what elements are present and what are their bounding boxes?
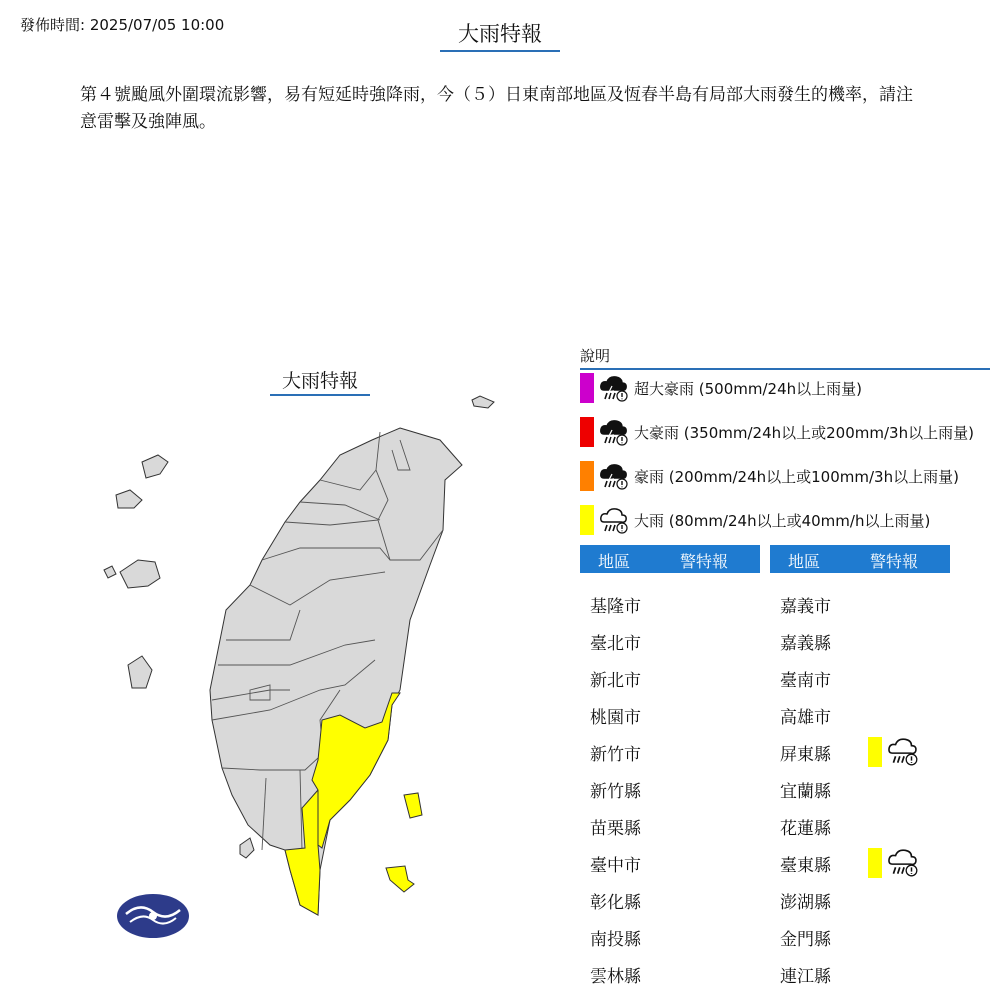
table-header-left [580, 545, 760, 573]
legend-item [580, 460, 959, 492]
taiwan-map [95, 385, 515, 945]
region-name: 桃園市 [590, 708, 641, 728]
legend-label: 大雨 (80mm/24h以上或40mm/h以上雨量) [634, 511, 931, 530]
map-title: 大雨特報 [270, 366, 370, 396]
header-region-label: 地區 [788, 552, 821, 571]
legend-color-swatch [580, 373, 594, 403]
table-header-right [770, 545, 950, 573]
extremely-heavy-rain-icon [598, 460, 630, 492]
region-name: 苗栗縣 [590, 819, 641, 839]
extreme-torrential-rain-icon [598, 372, 630, 404]
warning-description: 第４號颱風外圍環流影響，易有短延時強降雨，今（５）日東南部地區及恆春半島有局部大雨發生的機率，請注意雷擊及強陣風。 [80, 85, 913, 132]
legend-label: 大豪雨 (350mm/24h以上或200mm/3h以上雨量) [634, 423, 974, 442]
heavy-rain-icon [886, 734, 920, 768]
region-name: 臺南市 [780, 671, 831, 691]
islet-northeast [472, 396, 494, 408]
legend-item [580, 504, 930, 536]
penghu-island-5 [128, 656, 152, 688]
legend-item [580, 416, 974, 448]
region-name: 新竹市 [590, 745, 641, 765]
region-name: 高雄市 [780, 708, 831, 728]
region-name: 連江縣 [780, 967, 831, 987]
extremely-heavy-rain-icon [598, 460, 630, 492]
region-name: 彰化縣 [590, 893, 641, 913]
region-name: 屏東縣 [780, 745, 831, 765]
issue-time: 發佈時間: 2025/07/05 10:00 [20, 16, 225, 34]
legend-color-swatch [580, 461, 594, 491]
header-region-label: 地區 [598, 552, 631, 571]
legend-color-swatch [580, 505, 594, 535]
torrential-rain-icon [598, 416, 630, 448]
page-title: 大雨特報 [440, 18, 560, 52]
warning-color-swatch [868, 737, 882, 767]
region-name: 花蓮縣 [780, 819, 831, 839]
region-name: 雲林縣 [590, 967, 641, 987]
legend-label: 豪雨 (200mm/24h以上或100mm/3h以上雨量) [634, 467, 959, 486]
region-name: 臺中市 [590, 856, 641, 876]
cwa-logo [117, 894, 189, 938]
header-warning-label: 警特報 [680, 552, 729, 571]
penghu-island-4 [142, 455, 168, 478]
heavy-rain-icon [598, 504, 630, 536]
heavy-rain-icon [886, 845, 920, 879]
region-name: 澎湖縣 [780, 893, 831, 913]
legend-title: 說明 [580, 345, 990, 370]
legend-color-swatch [580, 417, 594, 447]
extreme-torrential-rain-icon [598, 372, 630, 404]
region-name: 臺北市 [590, 634, 641, 654]
penghu-island-2 [116, 490, 142, 508]
legend-label: 超大豪雨 (500mm/24h以上雨量) [634, 379, 862, 398]
header-warning-label: 警特報 [870, 552, 919, 571]
region-name: 新竹縣 [590, 782, 641, 802]
region-name: 基隆市 [590, 597, 641, 617]
region-name: 臺東縣 [780, 856, 831, 876]
warning-color-swatch [868, 848, 882, 878]
region-name: 嘉義縣 [780, 634, 831, 654]
region-name: 嘉義市 [780, 597, 831, 617]
region-name: 金門縣 [780, 930, 831, 950]
region-name: 南投縣 [590, 930, 641, 950]
green-island [404, 793, 422, 818]
legend-item [580, 372, 862, 404]
region-name: 宜蘭縣 [780, 782, 831, 802]
orchid-island [386, 866, 414, 892]
heavy-rain-icon [598, 504, 630, 536]
region-name: 新北市 [590, 671, 641, 691]
torrential-rain-icon [598, 416, 630, 448]
penghu-island-3 [104, 566, 116, 578]
penghu-island [120, 560, 160, 588]
heavy-rain-icon [886, 845, 920, 879]
islet-west [240, 838, 254, 858]
heavy-rain-icon [886, 734, 920, 768]
